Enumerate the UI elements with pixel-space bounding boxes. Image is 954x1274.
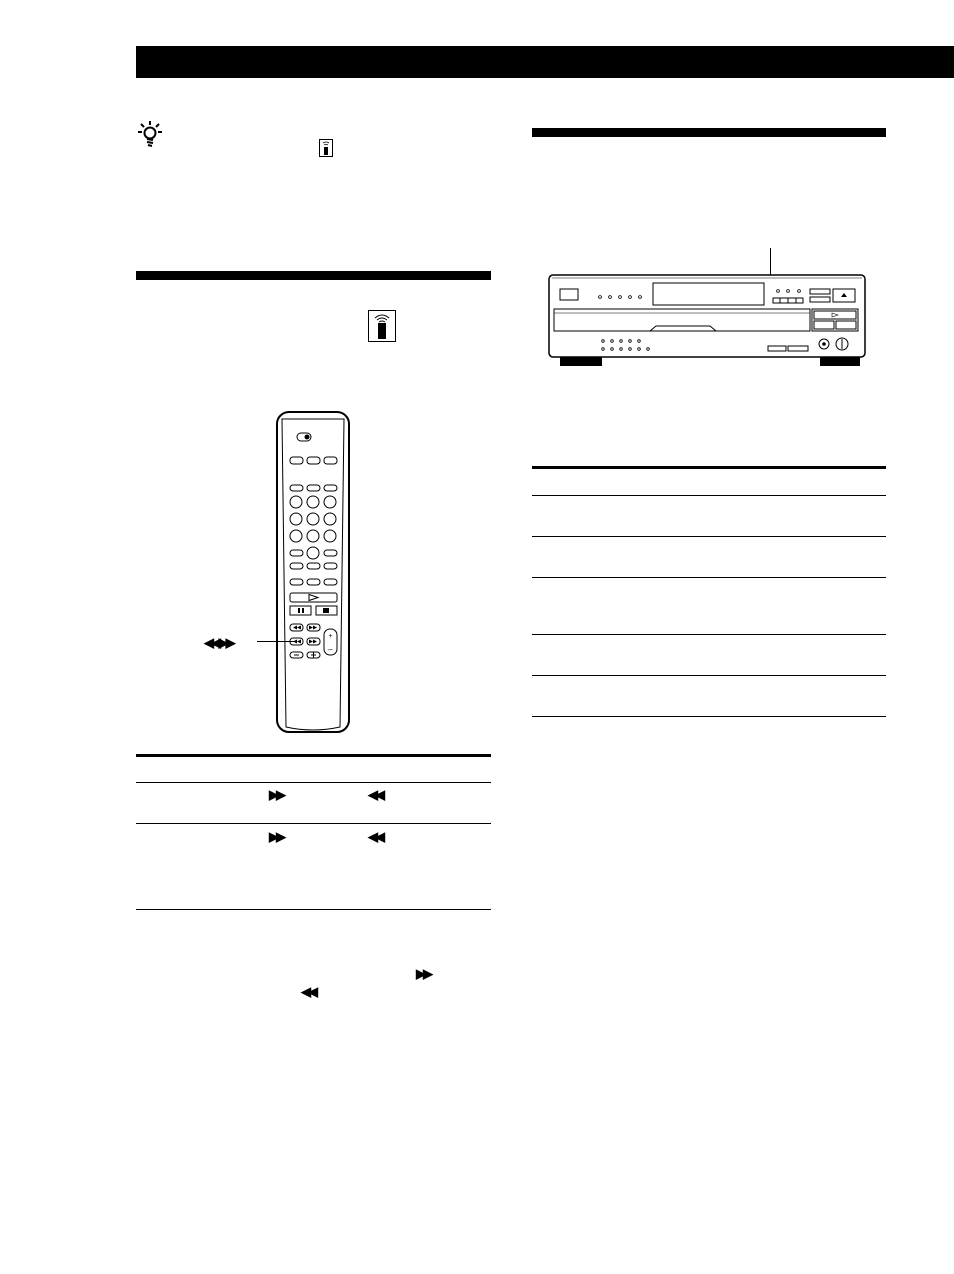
cd-player-illustration (548, 272, 868, 370)
svg-text:+: + (328, 633, 333, 640)
note-forward-glyph: ▶▶ (416, 966, 430, 981)
table-row-forward-glyph: ▶▶ (269, 787, 283, 802)
remote-small-icon (319, 139, 333, 157)
table-row-forward-glyph: ▶▶ (269, 829, 283, 844)
right-table-row-rule (532, 495, 886, 496)
lightbulb-tip-icon (138, 121, 162, 149)
right-table-row-rule (532, 577, 886, 578)
left-table-row-rule (136, 823, 491, 824)
right-section-heading-bar (532, 128, 886, 137)
right-table-bottom-rule (532, 716, 886, 717)
right-table-top-rule (532, 466, 886, 469)
left-table-bottom-rule (136, 909, 491, 910)
search-buttons-callout: ◀◀ ▶▶ (204, 635, 233, 650)
left-table-header-rule (136, 782, 491, 783)
table-row-rewind-glyph: ◀◀ (368, 829, 382, 844)
left-table-top-rule (136, 754, 491, 757)
right-table-row-rule (532, 634, 886, 635)
header-band (136, 46, 954, 78)
remote-control-illustration (276, 411, 350, 733)
right-table-row-rule (532, 675, 886, 676)
table-row-rewind-glyph: ◀◀ (368, 787, 382, 802)
left-section-heading-bar (136, 271, 491, 280)
svg-text:–: – (328, 645, 333, 654)
callout-leader-line (257, 641, 297, 642)
right-table-row-rule (532, 536, 886, 537)
note-rewind-glyph: ◀◀ (301, 984, 315, 999)
remote-only-icon (368, 310, 396, 342)
